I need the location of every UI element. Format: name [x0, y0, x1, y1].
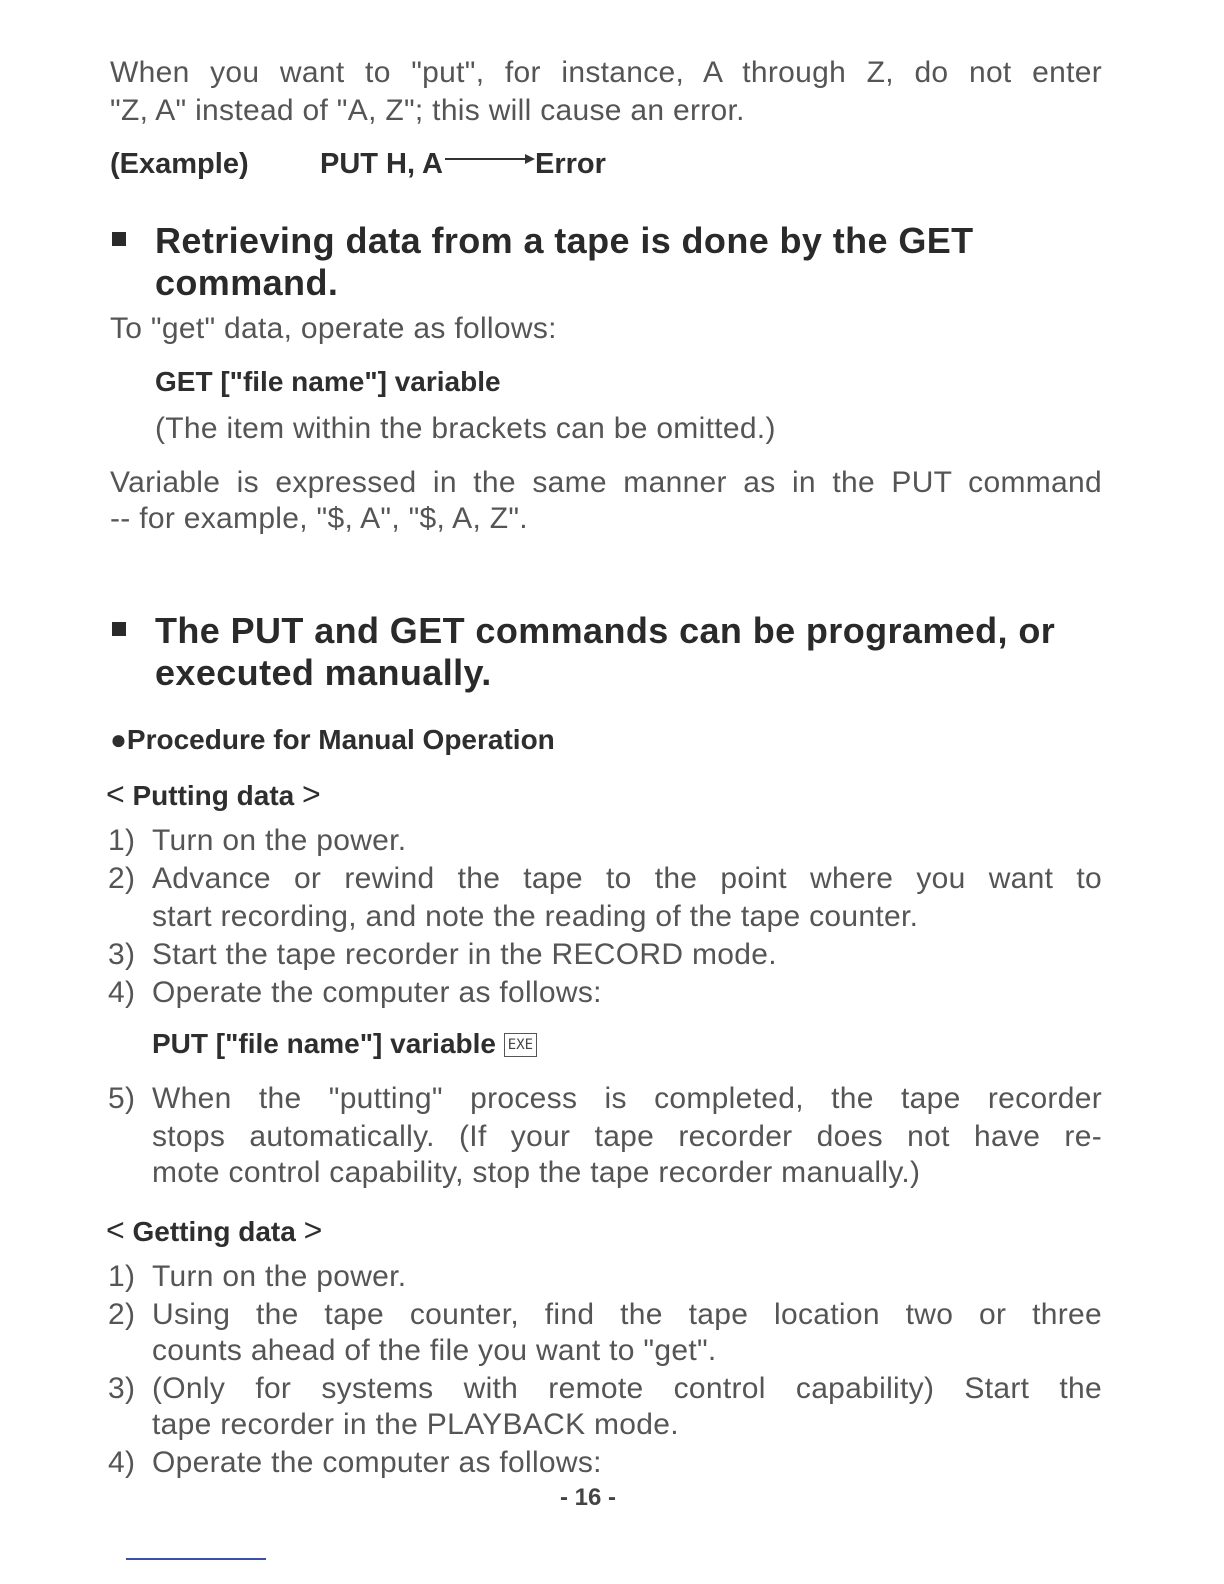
intro-line-2: "Z, A" instead of "A, Z"; this will cause an error.: [110, 94, 745, 127]
example-label: (Example): [110, 148, 249, 180]
bullet-square-icon: [112, 622, 126, 641]
page-number: - 16 -: [560, 1484, 617, 1511]
example-result: Error: [534, 148, 606, 180]
right-arrow-icon: [443, 149, 535, 169]
putting-step-1: 1) Turn on the power.: [108, 824, 407, 857]
getting-step-2-line-1: 2) Using the tape counter, find the tape location two or three: [108, 1298, 1102, 1331]
section2-heading-line-1: The PUT and GET commands can be programed, or: [155, 610, 1056, 651]
putting-step-5-line-1: 5) When the "putting" process is completed, the tape recorder: [108, 1082, 1102, 1115]
putting-step-2-line-2: start recording, and note the reading of the tape counter.: [152, 900, 919, 933]
putting-step-3: 3) Start the tape recorder in the RECORD mode.: [108, 938, 777, 971]
example-line: [320, 148, 606, 181]
getting-title: < Getting data >: [106, 1212, 323, 1248]
section2-heading-line-2: executed manually.: [155, 652, 492, 693]
putting-step-4: 4) Operate the computer as follows:: [108, 976, 602, 1009]
putting-title: < Putting data >: [106, 776, 321, 812]
right-angle-icon: >: [303, 1212, 323, 1248]
getting-step-1: 1) Turn on the power.: [108, 1260, 407, 1293]
getting-step-4: 4) Operate the computer as follows:: [108, 1446, 602, 1479]
left-angle-icon: <: [106, 776, 125, 812]
putting-step-5-line-3: mote control capability, stop the tape recorder manually.): [152, 1156, 921, 1189]
putting-step-2-line-1: 2) Advance or rewind the tape to the point where you want to: [108, 862, 1102, 895]
getting-step-3-line-1: 3) (Only for systems with remote control capability) Start the: [108, 1372, 1102, 1405]
footer-rule: [126, 1558, 266, 1560]
left-angle-icon: <: [106, 1212, 125, 1248]
section1-text-1: To "get" data, operate as follows:: [110, 312, 557, 345]
section1-note: (The item within the brackets can be omitted.): [155, 412, 776, 445]
section1-text-2-line-1: Variable is expressed in the same manner as in the PUT command: [110, 466, 1102, 499]
right-angle-icon: >: [302, 776, 321, 812]
intro-line-1: When you want to "put", for instance, A through Z, do not enter: [110, 56, 1102, 89]
put-command: PUT ["file name"] variable EXE: [152, 1028, 537, 1060]
get-syntax: GET ["file name"] variable: [155, 366, 501, 397]
bullet-dot-icon: ●: [110, 724, 127, 755]
section1-heading-line-1: Retrieving data from a tape is done by the GET: [155, 220, 974, 261]
example-code: PUT H, A: [320, 148, 443, 180]
getting-step-2-line-2: counts ahead of the file you want to "get".: [152, 1334, 717, 1367]
section1-heading-line-2: command.: [155, 262, 339, 303]
putting-step-5-line-2: stops automatically. (If your tape recorder does not have re-: [152, 1120, 1102, 1153]
getting-step-3-line-2: tape recorder in the PLAYBACK mode.: [152, 1408, 679, 1441]
section1-text-2-line-2: -- for example, "$, A", "$, A, Z".: [110, 502, 528, 535]
exe-key-icon: EXE: [504, 1033, 537, 1057]
procedure-title: ●Procedure for Manual Operation: [110, 724, 555, 755]
bullet-square-icon: [112, 232, 126, 251]
